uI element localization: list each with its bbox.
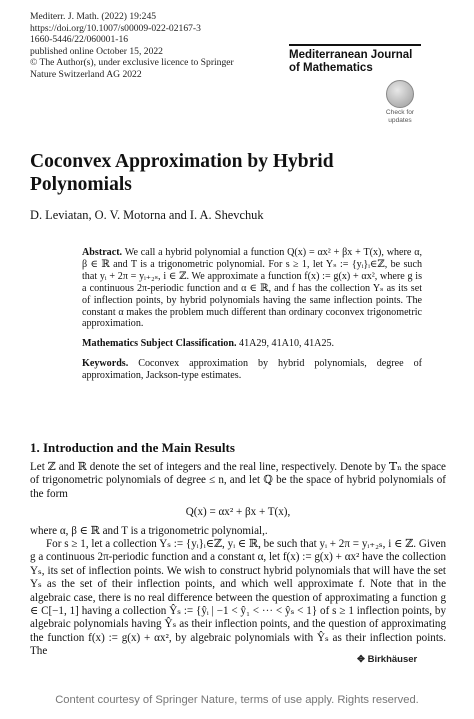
license-line-1: © The Author(s), under exclusive licence to Springer	[30, 57, 234, 69]
journal-name-line-2: of Mathematics	[289, 62, 373, 74]
paragraph-1: Let ℤ and ℝ denote the set of integers and the real line, respectively. Denote by 𝕋ₙ the space of trigonometric polynomials of degree ≤ n, and let ℚ be the space of hybrid polynomials of the form	[30, 461, 446, 500]
title-line-2: Polynomials	[30, 174, 132, 195]
paragraph-3: For s ≥ 1, let a collection Yₛ := {yᵢ}ᵢ∈ℤ, yᵢ ∈ ℝ, be such that yᵢ + 2π = yᵢ₊₂ₛ, i ∈ ℤ. Given g a continuous 2π-periodic function and a constant α, let f(x) := g(x) + αx² have the collection Yₛ, its set of inflection points. We wish to construct hybrid polynomials that will have the set Yₛ as the set of their inflection points, and which well approximate f. Note that in the algebraic case, there is no real difference between the question of approximating a function g ∈ C[−1, 1] having a collection Ŷₛ := {ŷᵢ | −1 < ŷ₁ < ··· < ŷₛ < 1} of s ≥ 1 inflection points, by algebraic polynomials having Ŷₛ as their inflection points, and the question of approximating the function f(x) := g(x) + αx², by algebraic polynomials with Ŷₛ as their inflection points. The	[30, 538, 446, 658]
doi-link[interactable]: https://doi.org/10.1007/s00009-022-02167-3	[30, 22, 201, 34]
check-for-updates-badge[interactable]	[383, 80, 417, 124]
title-line-1: Coconvex Approximation by Hybrid	[30, 151, 334, 172]
update-icon	[386, 80, 414, 108]
msc-codes: 41A29, 41A10, 41A25.	[239, 338, 335, 350]
keywords: Coconvex approximation by hybrid polynomials, degree of approximation, Jackson-type estimates.	[82, 358, 422, 382]
badge-label-2: updates	[388, 117, 412, 124]
publisher-name: Birkhäuser	[367, 654, 418, 665]
section-heading: 1. Introduction and the Main Results	[30, 440, 235, 455]
body-text	[30, 461, 446, 659]
publisher-logo	[357, 654, 417, 665]
msc-label: Mathematics Subject Classification.	[82, 338, 237, 350]
issn: 1660-5446/22/060001-16	[30, 34, 129, 46]
abstract	[82, 247, 422, 390]
abstract-text: We call a hybrid polynomial a function Q(x) = αx² + βx + T(x), where α, β ∈ ℝ and T is a trigonometric polynomial. For s ≥ 1, let Yₛ := {yᵢ}ᵢ∈ℤ, be such that yᵢ + 2π = yᵢ₊₂ₛ, i ∈ ℤ. We approximate a function f(x) := g(x) + αx², where g is a continuous 2π-periodic function and α ∈ ℝ, and f has the collection Yₛ as its set of inflection points, by hybrid polynomials having the same inflection points. The constant α makes the problem much different than ordinary coconvex trigonometric approximation.	[82, 247, 423, 330]
equation: Q(x) = αx² + βx + T(x),	[185, 506, 291, 519]
footer-notice: Content courtesy of Springer Nature, terms of use apply. Rights reserved.	[55, 694, 419, 706]
authors: D. Leviatan, O. V. Motorna and I. A. Shevchuk	[30, 208, 264, 222]
journal-name-line-1: Mediterranean Journal	[289, 49, 413, 61]
journal-name	[289, 44, 421, 75]
published-date: published online October 15, 2022	[30, 45, 163, 57]
badge-label-1: Check for	[385, 109, 415, 116]
publisher-icon: ✥	[357, 654, 365, 665]
license-line-2: Nature Switzerland AG 2022	[30, 68, 142, 80]
citation: Mediterr. J. Math. (2022) 19:245	[30, 11, 157, 22]
paragraph-2: where α, β ∈ ℝ and T is a trigonometric polynomial,.	[30, 524, 268, 537]
keywords-label: Keywords.	[82, 358, 129, 370]
paper-title	[30, 150, 450, 196]
abstract-label: Abstract.	[82, 247, 123, 258]
article-header	[30, 11, 234, 81]
